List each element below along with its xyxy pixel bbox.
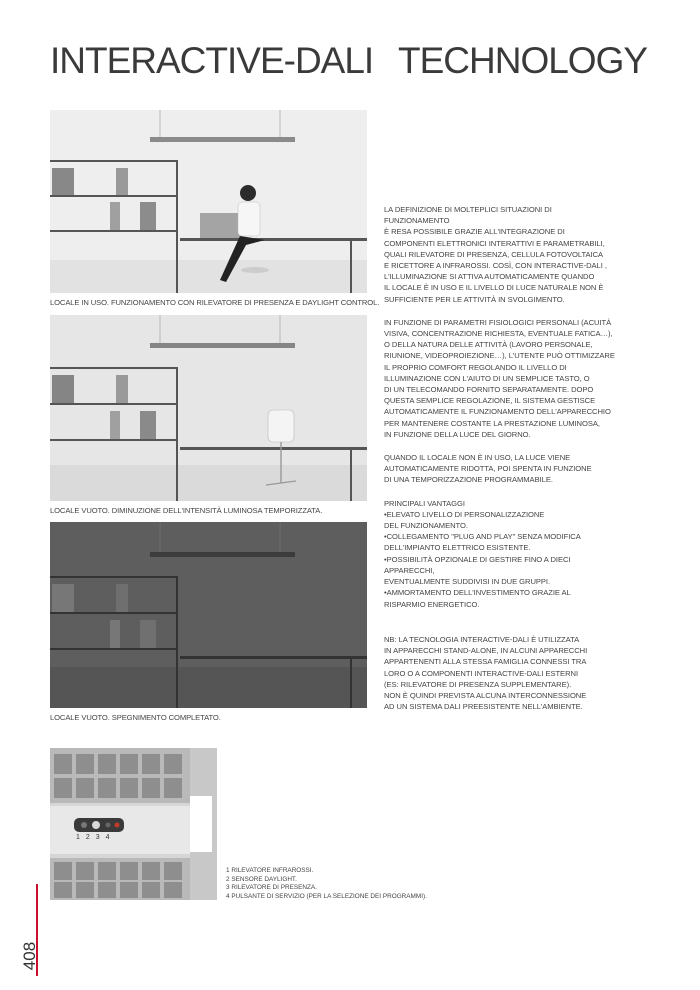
page-number: 408 (20, 941, 39, 971)
advantage-item: •COLLEGAMENTO "PLUG AND PLAY" SENZA MODIFICA DELL'IMPIANTO ELETTRICO ESISTENTE. (384, 532, 581, 553)
description-column (384, 204, 616, 610)
photo-room-in-use (50, 110, 367, 293)
sensor-photo (50, 748, 217, 900)
note-block (384, 634, 616, 724)
sensor-legend (226, 867, 427, 901)
paragraph-empty-room: QUANDO IL LOCALE NON È IN USO, LA LUCE VIENE AUTOMATICAMENTE RIDOTTA, POI SPENTA IN FUNZIONE DI UNA TEMPORIZZAZIONE PROGRAMMABILE. (384, 453, 592, 485)
page-title-right: TECHNOLOGY (398, 40, 648, 81)
advantage-item: •POSSIBILITÀ OPZIONALE DI GESTIRE FINO A DIECI APPARECCHI, EVENTUALMENTE SUDDIVISI IN DUE GRUPPI. (384, 554, 571, 587)
legend-item: 4 PULSANTE DI SERVIZIO (PER LA SELEZIONE DEI PROGRAMMI). (226, 892, 427, 900)
advantage-item: •ELEVATO LIVELLO DI PERSONALIZZAZIONE DEL FUNZIONAMENTO. (384, 509, 545, 531)
paragraph-personal-parameters: IN FUNZIONE DI PARAMETRI FISIOLOGICI PERSONALI (ACUITÀ VISIVA, CONCENTRAZIONE RICHIESTA, EVENTUALE FATICA…), O DELLA NATURA DELLE ATTIVITÀ (LAVORO PERSONALE, RIUNIONE, VIDEOPROIEZIONE…), L'UTENTE PUÒ OTTIMIZZARE IL PROPRIO COMFORT REGOLANDO IL LIVELLO DI ILLUMINAZIONE CON L'AIUTO DI UN SEMPLICE TASTO, O DI UN TELECOMANDO FORNITO SEPARATAMENTE. DOPO QUESTA SEMPLICE REGOLAZIONE, IL SISTEMA GESTISCE AUTOMATICAMENTE IL FUNZIONAMENTO DELL'APPARECCHIO PER MANTENERE COSTANTE LA PRESTAZIONE LUMINOSA, IN FUNZIONE DELLA LUCE DEL GIORNO. (384, 317, 615, 439)
legend-item: 2 SENSORE DAYLIGHT. (226, 875, 297, 883)
legend-item: 1 RILEVATORE INFRAROSSI. (226, 867, 314, 874)
page-title-left: INTERACTIVE-DALI (50, 40, 374, 81)
note-paragraph: NB: LA TECNOLOGIA INTERACTIVE-DALI È UTILIZZATA IN APPARECCHI STAND-ALONE, IN ALCUNI APPARECCHI APPARTENENTI ALLA STESSA FAMIGLIA CONNESSI TRA LORO O A COMPONENTI INTERACTIVE-DALI ESTERNI (ES: RILEVATORE DI PRESENZA SUPPLEMENTARE). NON È QUINDI PREVISTA ALCUNA INTERCONNESSIONE AD UN SISTEMA DALI PREESISTENTE NELL'AMBIENTE. (384, 635, 588, 712)
caption-photo-2: LOCALE VUOTO. DIMINUZIONE DELL'INTENSITÀ LUMINOSA TEMPORIZZATA. (50, 506, 323, 515)
caption-photo-3: LOCALE VUOTO. SPEGNIMENTO COMPLETATO. (50, 713, 221, 722)
advantages-title: PRINCIPALI VANTAGGI (384, 498, 465, 508)
photo-room-empty-dimmed (50, 315, 367, 501)
advantage-item: •AMMORTAMENTO DELL'INVESTIMENTO GRAZIE AL RISPARMIO ENERGETICO. (384, 588, 571, 609)
advantages-list (384, 509, 616, 610)
caption-photo-1: LOCALE IN USO. FUNZIONAMENTO CON RILEVATORE DI PRESENZA E DAYLIGHT CONTROL. (50, 298, 380, 307)
paragraph-functioning: LA DEFINIZIONE DI MOLTEPLICI SITUAZIONI DI FUNZIONAMENTO È RESA POSSIBILE GRAZIE ALL'INTEGRAZIONE DI COMPONENTI ELETTRONICI INTERATTIVI E PARAMETRABILI, QUALI RILEVATORE DI PRESENZA, CELLULA FOTOVOLTAICA E RICETTORE A INFRAROSSI. COSÌ, CON INTERACTIVE-DALI , L'ILLUMINAZIONE SI ATTIVA AUTOMATICAMENTE QUANDO IL LOCALE È IN USO E IL LIVELLO DI LUCE NATURALE NON È SUFFICIENTE PER LE ATTIVITÀ IN SVOLGIMENTO. (384, 205, 607, 304)
sensor-numbers: 1 2 3 4 (76, 834, 110, 841)
photo-room-lights-off (50, 522, 367, 708)
legend-item: 3 RILEVATORE DI PRESENZA. (226, 884, 317, 892)
